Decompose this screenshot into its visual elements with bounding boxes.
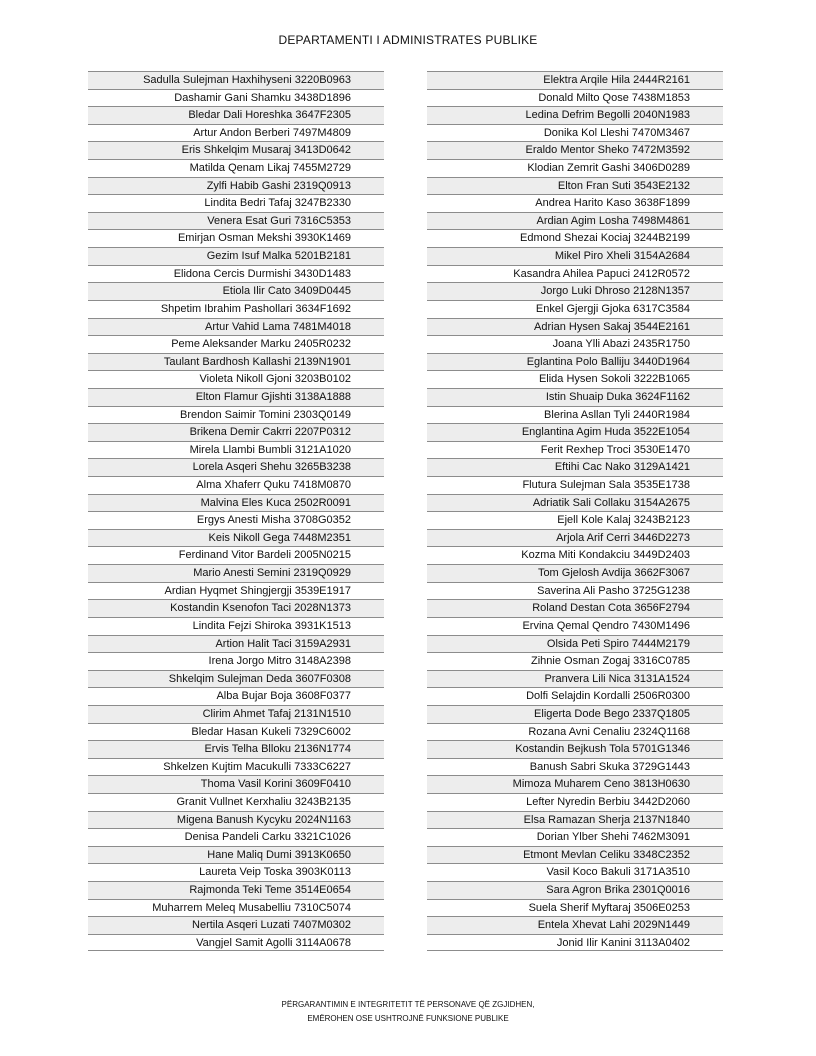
- list-row: Ledina Defrim Begolli 2040N1983: [427, 106, 723, 124]
- list-row: Adrian Hysen Sakaj 3544E2161: [427, 318, 723, 336]
- list-row: Blerina Asllan Tyli 2440R1984: [427, 406, 723, 424]
- list-row: Bledar Hasan Kukeli 7329C6002: [88, 723, 384, 741]
- list-row: Dolfi Selajdin Kordalli 2506R0300: [427, 687, 723, 705]
- list-row: Shkelzen Kujtim Macukulli 7333C6227: [88, 758, 384, 776]
- list-row: Andrea Harito Kaso 3638F1899: [427, 194, 723, 212]
- list-row: Rozana Avni Cenaliu 2324Q1168: [427, 723, 723, 741]
- list-row: Mirela Llambi Bumbli 3121A1020: [88, 441, 384, 459]
- list-row: Elida Hysen Sokoli 3222B1065: [427, 370, 723, 388]
- left-name-list: [88, 71, 384, 951]
- list-row: Venera Esat Guri 7316C5353: [88, 212, 384, 230]
- list-row: Taulant Bardhosh Kallashi 2139N1901: [88, 353, 384, 371]
- list-row: Zihnie Osman Zogaj 3316C0785: [427, 652, 723, 670]
- list-row: Klodian Zemrit Gashi 3406D0289: [427, 159, 723, 177]
- list-row: Entela Xhevat Lahi 2029N1449: [427, 916, 723, 934]
- list-row: Dashamir Gani Shamku 3438D1896: [88, 89, 384, 107]
- list-row: Denisa Pandeli Carku 3321C1026: [88, 828, 384, 846]
- list-row: Sadulla Sulejman Haxhihyseni 3220B0963: [88, 71, 384, 89]
- right-name-list: [427, 71, 723, 951]
- list-row: Artion Halit Taci 3159A2931: [88, 635, 384, 653]
- list-row: Jorgo Luki Dhroso 2128N1357: [427, 282, 723, 300]
- list-row: Violeta Nikoll Gjoni 3203B0102: [88, 370, 384, 388]
- list-row: Shkelqim Sulejman Deda 3607F0308: [88, 670, 384, 688]
- list-row: Eligerta Dode Bego 2337Q1805: [427, 705, 723, 723]
- list-row: Zylfi Habib Gashi 2319Q0913: [88, 177, 384, 195]
- list-row: Ervina Qemal Qendro 7430M1496: [427, 617, 723, 635]
- list-row: Kozma Miti Kondakciu 3449D2403: [427, 546, 723, 564]
- list-row: Sara Agron Brika 2301Q0016: [427, 881, 723, 899]
- list-row: Artur Vahid Lama 7481M4018: [88, 318, 384, 336]
- list-row: Edmond Shezai Kociaj 3244B2199: [427, 229, 723, 247]
- list-row: Englantina Agim Huda 3522E1054: [427, 423, 723, 441]
- list-row: Rajmonda Teki Teme 3514E0654: [88, 881, 384, 899]
- list-row: Eglantina Polo Balliju 3440D1964: [427, 353, 723, 371]
- list-row: Kostandin Ksenofon Taci 2028N1373: [88, 599, 384, 617]
- list-row: Ervis Telha Blloku 2136N1774: [88, 740, 384, 758]
- list-row: Jonid Ilir Kanini 3113A0402: [427, 934, 723, 952]
- list-row: Matilda Qenam Likaj 7455M2729: [88, 159, 384, 177]
- list-row: Ferdinand Vitor Bardeli 2005N0215: [88, 546, 384, 564]
- list-row: Lefter Nyredin Berbiu 3442D2060: [427, 793, 723, 811]
- list-row: Flutura Sulejman Sala 3535E1738: [427, 476, 723, 494]
- list-row: Nertila Asqeri Luzati 7407M0302: [88, 916, 384, 934]
- list-row: Elektra Arqile Hila 2444R2161: [427, 71, 723, 89]
- list-row: Roland Destan Cota 3656F2794: [427, 599, 723, 617]
- list-row: Mario Anesti Semini 2319Q0929: [88, 564, 384, 582]
- list-row: Dorian Ylber Shehi 7462M3091: [427, 828, 723, 846]
- list-row: Clirim Ahmet Tafaj 2131N1510: [88, 705, 384, 723]
- list-row: Donald Milto Qose 7438M1853: [427, 89, 723, 107]
- list-row: Suela Sherif Myftaraj 3506E0253: [427, 899, 723, 917]
- list-row: Ferit Rexhep Troci 3530E1470: [427, 441, 723, 459]
- list-row: Olsida Peti Spiro 7444M2179: [427, 635, 723, 653]
- list-row: Ejell Kole Kalaj 3243B2123: [427, 511, 723, 529]
- list-row: Brendon Saimir Tomini 2303Q0149: [88, 406, 384, 424]
- list-row: Pranvera Lili Nica 3131A1524: [427, 670, 723, 688]
- list-row: Bledar Dali Horeshka 3647F2305: [88, 106, 384, 124]
- list-row: Granit Vullnet Kerxhaliu 3243B2135: [88, 793, 384, 811]
- list-row: Banush Sabri Skuka 3729G1443: [427, 758, 723, 776]
- list-row: Eris Shkelqim Musaraj 3413D0642: [88, 141, 384, 159]
- list-row: Lindita Bedri Tafaj 3247B2330: [88, 194, 384, 212]
- list-row: Muharrem Meleq Musabelliu 7310C5074: [88, 899, 384, 917]
- list-row: Brikena Demir Cakrri 2207P0312: [88, 423, 384, 441]
- list-row: Elton Fran Suti 3543E2132: [427, 177, 723, 195]
- list-row: Irena Jorgo Mitro 3148A2398: [88, 652, 384, 670]
- list-row: Kasandra Ahilea Papuci 2412R0572: [427, 265, 723, 283]
- list-row: Joana Ylli Abazi 2435R1750: [427, 335, 723, 353]
- list-row: Lindita Fejzi Shiroka 3931K1513: [88, 617, 384, 635]
- list-row: Migena Banush Kycyku 2024N1163: [88, 811, 384, 829]
- list-row: Emirjan Osman Mekshi 3930K1469: [88, 229, 384, 247]
- footer-line-1: PËRGARANTIMIN E INTEGRITETIT TË PERSONAVE QË ZGJIDHEN,: [281, 1000, 535, 1009]
- list-row: Enkel Gjergji Gjoka 6317C3584: [427, 300, 723, 318]
- list-row: Vasil Koco Bakuli 3171A3510: [427, 863, 723, 881]
- list-row: Donika Kol Lleshi 7470M3467: [427, 124, 723, 142]
- list-row: Hane Maliq Dumi 3913K0650: [88, 846, 384, 864]
- list-row: Ardian Agim Losha 7498M4861: [427, 212, 723, 230]
- list-row: Shpetim Ibrahim Pashollari 3634F1692: [88, 300, 384, 318]
- list-row: Ardian Hyqmet Shingjergji 3539E1917: [88, 582, 384, 600]
- list-row: Gezim Isuf Malka 5201B2181: [88, 247, 384, 265]
- list-row: Etiola Ilir Cato 3409D0445: [88, 282, 384, 300]
- list-row: Thoma Vasil Korini 3609F0410: [88, 775, 384, 793]
- list-row: Mimoza Muharem Ceno 3813H0630: [427, 775, 723, 793]
- list-row: Etmont Mevlan Celiku 3348C2352: [427, 846, 723, 864]
- list-row: Vangjel Samit Agolli 3114A0678: [88, 934, 384, 952]
- footer-line-2: EMËROHEN OSE USHTROJNË FUNKSIONE PUBLIKE: [307, 1014, 509, 1023]
- list-row: Laureta Veip Toska 3903K0113: [88, 863, 384, 881]
- list-row: Kostandin Bejkush Tola 5701G1346: [427, 740, 723, 758]
- page-title: DEPARTAMENTI I ADMINISTRATES PUBLIKE: [278, 33, 538, 47]
- list-row: Artur Andon Berberi 7497M4809: [88, 124, 384, 142]
- list-row: Malvina Eles Kuca 2502R0091: [88, 494, 384, 512]
- list-row: Tom Gjelosh Avdija 3662F3067: [427, 564, 723, 582]
- list-row: Alma Xhaferr Quku 7418M0870: [88, 476, 384, 494]
- page-footer: [0, 998, 816, 1026]
- list-row: Ergys Anesti Misha 3708G0352: [88, 511, 384, 529]
- list-row: Peme Aleksander Marku 2405R0232: [88, 335, 384, 353]
- list-row: Elidona Cercis Durmishi 3430D1483: [88, 265, 384, 283]
- list-row: Mikel Piro Xheli 3154A2684: [427, 247, 723, 265]
- list-row: Adriatik Sali Collaku 3154A2675: [427, 494, 723, 512]
- list-row: Eftihi Cac Nako 3129A1421: [427, 458, 723, 476]
- list-row: Eraldo Mentor Sheko 7472M3592: [427, 141, 723, 159]
- list-row: Alba Bujar Boja 3608F0377: [88, 687, 384, 705]
- list-row: Lorela Asqeri Shehu 3265B3238: [88, 458, 384, 476]
- list-row: Arjola Arif Cerri 3446D2273: [427, 529, 723, 547]
- list-row: Istin Shuaip Duka 3624F1162: [427, 388, 723, 406]
- list-row: Elsa Ramazan Sherja 2137N1840: [427, 811, 723, 829]
- list-row: Saverina Ali Pasho 3725G1238: [427, 582, 723, 600]
- list-row: Elton Flamur Gjishti 3138A1888: [88, 388, 384, 406]
- list-row: Keis Nikoll Gega 7448M2351: [88, 529, 384, 547]
